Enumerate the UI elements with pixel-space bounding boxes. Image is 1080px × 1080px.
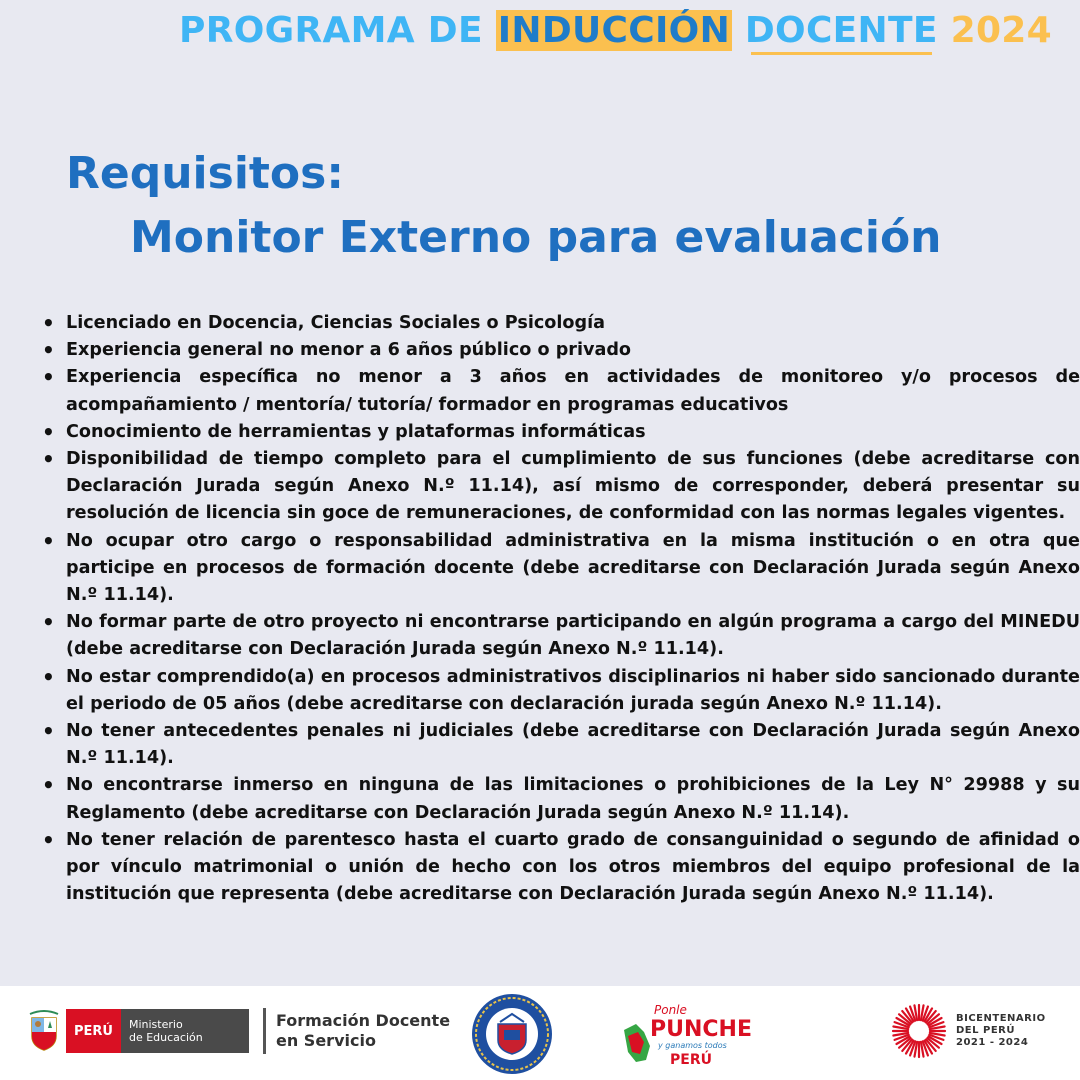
list-item: • Licenciado en Docencia, Ciencias Sociales o Psicología xyxy=(66,310,1080,337)
ponle-punche-logo xyxy=(618,996,752,1074)
bicentenario-logo xyxy=(890,1002,1046,1060)
list-item: • No encontrarse inmerso en ninguna de las limitaciones o prohibiciones de la Ley N° 29988 y su Reglamento (debe acreditarse con Declaración Jurada según Anexo N.º 11.14). xyxy=(66,772,1080,826)
peru-label: PERÚ xyxy=(66,1009,121,1053)
university-seal-icon xyxy=(470,992,554,1080)
header-year: 2024 xyxy=(950,10,1052,51)
footer-logos xyxy=(0,986,1080,1080)
program-header xyxy=(179,10,1052,51)
logo-divider xyxy=(263,1008,266,1054)
list-item: • Experiencia específica no menor a 3 años en actividades de monitoreo y/o procesos de acompañamiento / mentoría/ tutoría/ formador en programas educativos xyxy=(66,364,1080,418)
list-item: • Disponibilidad de tiempo completo para el cumplimiento de sus funciones (debe acreditarse con Declaración Jurada según Anexo N.º 11.14), así mismo de corresponder, deberá presentar su resolución de licencia sin goce de remuneraciones, de conformidad con las normas legales vigentes. xyxy=(66,446,1080,528)
svg-text:Ponle: Ponle xyxy=(654,1003,687,1017)
list-item: • No formar parte de otro proyecto ni encontrarse participando en algún programa a cargo del MINEDU (debe acreditarse con Declaración Jurada según Anexo N.º 11.14). xyxy=(66,609,1080,663)
list-item: • No tener antecedentes penales ni judiciales (debe acreditarse con Declaración Jurada según Anexo N.º 11.14). xyxy=(66,718,1080,772)
minedu-logo xyxy=(28,1008,450,1054)
peru-coat-of-arms-icon xyxy=(28,1010,60,1052)
list-item: • No tener relación de parentesco hasta el cuarto grado de consanguinidad o segundo de afinidad o por vínculo matrimonial o unión de hecho con los otros miembros del equipo profesional de la institución que representa (debe acreditarse con Declaración Jurada según Anexo N.º 11.14). xyxy=(66,827,1080,909)
header-underlined: DOCENTE xyxy=(744,10,938,51)
ministerio-label: Ministerio de Educación xyxy=(121,1009,249,1053)
svg-text:y ganamos todos: y ganamos todos xyxy=(658,1041,727,1050)
list-item: • Conocimiento de herramientas y plataformas informáticas xyxy=(66,419,1080,446)
formacion-docente-label: Formación Docente en Servicio xyxy=(275,1011,451,1050)
requirements-heading: Requisitos: xyxy=(66,148,344,199)
list-item: • No ocupar otro cargo o responsabilidad administrativa en la misma institución o en otra que participe en procesos de formación docente (debe acreditarse con Declaración Jurada según Anexo N.º 11.14). xyxy=(66,528,1080,610)
bicentenario-sunburst-icon xyxy=(890,1002,948,1060)
header-text-1: PROGRAMA DE xyxy=(179,10,496,51)
svg-text:PUNCHE: PUNCHE xyxy=(650,1017,752,1042)
list-item: • No estar comprendido(a) en procesos administrativos disciplinarios ni haber sido sancionado durante el periodo de 05 años (debe acreditarse con declaración jurada según Anexo N.º 11.14). xyxy=(66,664,1080,718)
bicentenario-label: BICENTENARIO DEL PERÚ 2021 - 2024 xyxy=(956,1013,1046,1048)
svg-text:PERÚ: PERÚ xyxy=(670,1052,712,1068)
list-item: • Experiencia general no menor a 6 años público o privado xyxy=(66,337,1080,364)
requirements-list xyxy=(34,310,1080,908)
position-title: Monitor Externo para evaluación xyxy=(130,212,942,263)
header-highlight: INDUCCIÓN xyxy=(497,10,731,51)
